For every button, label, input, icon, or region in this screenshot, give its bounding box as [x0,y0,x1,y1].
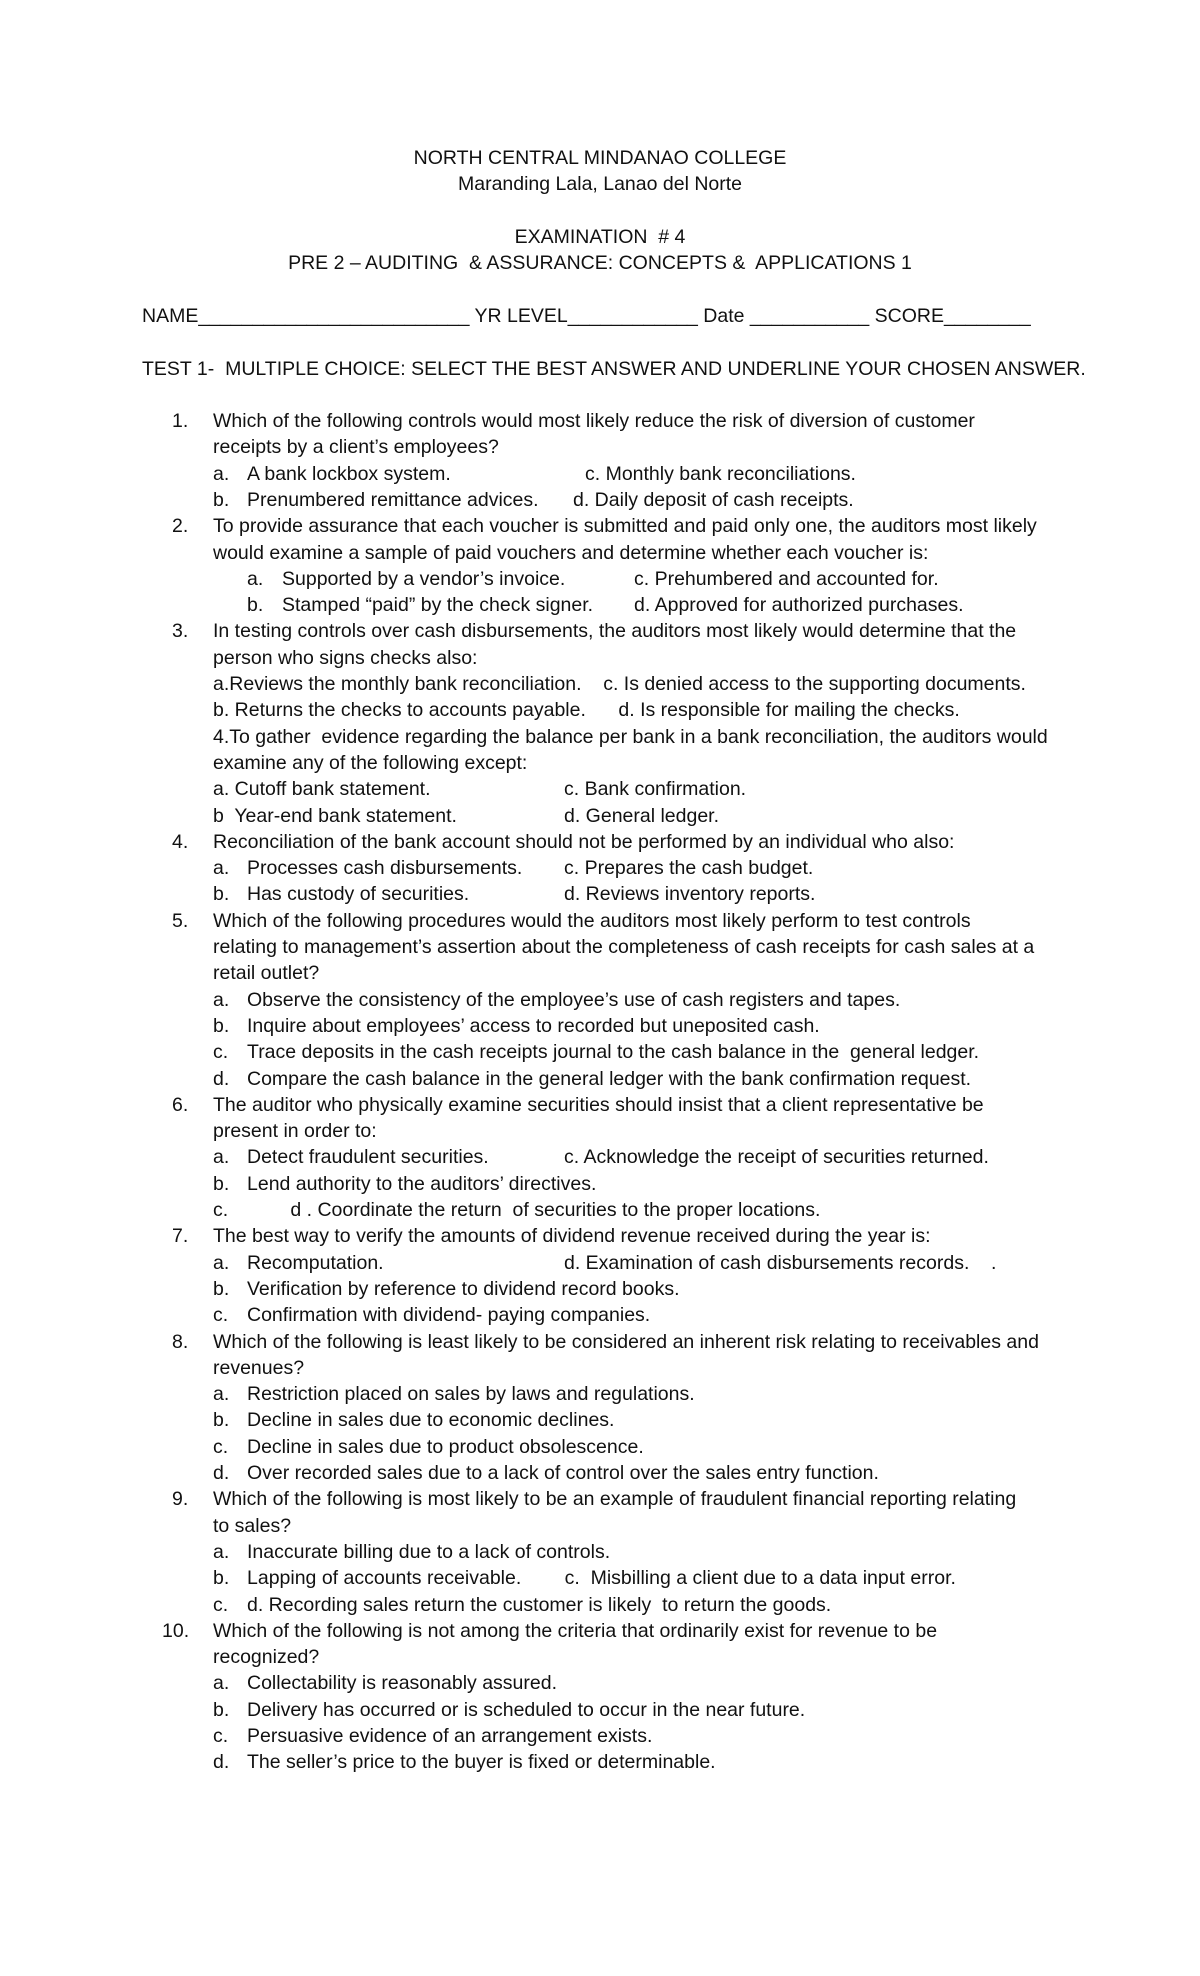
choice-text: Over recorded sales due to a lack of control over the sales entry function. [247,1462,879,1484]
question-text: Which of the following is least likely to be considered an inherent risk relating to receivables and [213,1330,1039,1353]
question-text: To provide assurance that each voucher is submitted and paid only one, the auditors most likely [213,515,1037,538]
choice-text: b Year-end bank statement. [213,804,457,827]
choice-letter: c. [213,1304,229,1327]
choice-text: Collectability is reasonably assured. [247,1672,557,1695]
choice-letter: d. [213,1462,230,1484]
choice-letter: c. [213,1199,229,1221]
question-text: Which of the following is not among the criteria that ordinarily exist for revenue to be [213,1619,938,1642]
choice-text: Confirmation with dividend- paying companies. [247,1304,651,1327]
choice-text: Decline in sales due to economic declines. [247,1409,615,1432]
choice-letter: a. [247,567,264,590]
question-text: Which of the following is most likely to be an example of fraudulent financial reporting relating [213,1488,1017,1511]
choice-letter: a. [213,1672,230,1695]
question-text: person who signs checks also: [213,646,478,669]
choice-text: Trace deposits in the cash receipts journal to the cash balance in the general ledger. [247,1041,980,1064]
choice-text-second: c. Monthly bank reconciliations. [585,462,856,485]
choice-text: a.Reviews the monthly bank reconciliation. c. Is denied access to the supporting documents. [213,673,1026,695]
choice-letter: b. [213,488,230,511]
question-text: present in order to: [213,1120,377,1143]
choice-letter: c. [213,1725,229,1747]
choice-letter: b. [213,1014,230,1037]
question-text: The best way to verify the amounts of dividend revenue received during the year is: [213,1225,931,1248]
question-text: relating to management’s assertion about the completeness of cash receipts for cash sales at a [213,936,1035,958]
question-number: 1. [172,410,189,432]
question-number: 7. [172,1225,189,1248]
choice-text: Observe the consistency of the employee’s use of cash registers and tapes. [247,988,901,1011]
choice-text: Verification by reference to dividend record books. [247,1277,680,1300]
choice-letter: b. [247,594,264,617]
choice-letter: b. [213,1409,230,1432]
choice-letter: a. [213,462,230,485]
choice-text: Stamped “paid” by the check signer. [282,594,594,617]
choice-text-second: d. Daily deposit of cash receipts. [573,488,854,511]
question-number: 9. [172,1488,189,1511]
choice-text: Detect fraudulent securities. [247,1146,489,1169]
choice-text: d. Recording sales return the customer is likely to return the goods. [247,1593,832,1616]
choice-text: Delivery has occurred or is scheduled to occur in the near future. [247,1698,806,1721]
choice-text: Restriction placed on sales by laws and regulations. [247,1383,695,1406]
choice-text: Recomputation. [247,1251,384,1274]
question-text: 4.To gather evidence regarding the balance per bank in a bank reconciliation, the auditors would [213,725,1048,748]
choice-text: b. Returns the checks to accounts payable. d. Is responsible for mailing the checks. [213,699,960,722]
question-number: 4. [172,830,189,853]
choice-text-second: c. Prehumbered and accounted for. [634,567,939,590]
question-number: 5. [172,909,189,932]
test-instructions: TEST 1- MULTIPLE CHOICE: SELECT THE BEST ANSWER AND UNDERLINE YOUR CHOSEN ANSWER. [142,358,1086,380]
choice-letter: b. [213,1698,230,1721]
choice-letter: c. [213,1593,229,1616]
question-text: revenues? [213,1356,305,1379]
choice-letter: a. [213,1251,230,1274]
choice-text-second: d. General ledger. [564,804,720,827]
choice-text: Prenumbered remittance advices. [247,488,539,511]
choice-letter: b. [213,1172,230,1195]
choice-text: Processes cash disbursements. [247,857,523,880]
institution-name: NORTH CENTRAL MINDANAO COLLEGE [413,147,787,169]
question-text: would examine a sample of paid vouchers and determine whether each voucher is: [213,541,929,564]
choice-text: The seller’s price to the buyer is fixed or determinable. [247,1751,716,1774]
choice-text-second: c. Prepares the cash budget. [564,857,814,880]
question-text: examine any of the following except: [213,751,528,774]
choice-letter: c. [213,1435,229,1458]
choice-letter: a. [213,1540,230,1563]
question-text: Reconciliation of the bank account should not be performed by an individual who also: [213,830,955,853]
choice-letter: b. [213,883,230,906]
question-number: 10. [162,1619,190,1642]
question-text: Which of the following procedures would the auditors most likely perform to test controls [213,909,971,932]
choice-text: Persuasive evidence of an arrangement exists. [247,1725,653,1747]
choice-text-second: d. Reviews inventory reports. [564,883,816,906]
choice-letter: d. [213,1067,230,1090]
choice-text: Lapping of accounts receivable. c. Misbilling a client due to a data input error. [247,1567,956,1590]
institution-location: Maranding Lala, Lanao del Norte [457,173,743,195]
subject-title: PRE 2 – AUDITING & ASSURANCE: CONCEPTS & APPLICATIONS 1 [288,252,912,274]
choice-text: Decline in sales due to product obsolescence. [247,1435,644,1458]
choice-text: Compare the cash balance in the general ledger with the bank confirmation request. [247,1067,972,1090]
question-number: 6. [172,1093,189,1116]
choice-text-second: c. Bank confirmation. [564,778,747,801]
choice-text-second: c. Acknowledge the receipt of securities returned. [564,1146,989,1169]
question-text: retail outlet? [213,962,320,985]
choice-text: Has custody of securities. [247,883,470,906]
choice-letter: b. [213,1277,230,1300]
choice-text: Inaccurate billing due to a lack of controls. [247,1540,611,1563]
choice-letter: c. [213,1041,229,1064]
exam-title: EXAMINATION # 4 [514,226,686,248]
choice-letter: a. [213,1146,230,1169]
choice-text: d . Coordinate the return of securities to the proper locations. [247,1199,821,1221]
choice-letter: a. [213,1383,230,1406]
choice-letter: a. [213,988,230,1011]
choice-text: Supported by a vendor’s invoice. [282,567,566,590]
choice-text-second: d. Examination of cash disbursements records. . [564,1251,997,1274]
choice-letter: d. [213,1751,230,1774]
choice-text: a. Cutoff bank statement. [213,778,431,801]
choice-text-second: d. Approved for authorized purchases. [634,594,964,617]
question-text: In testing controls over cash disbursements, the auditors most likely would determine that the [213,620,1017,643]
student-info-fields: NAME_________________________ YR LEVEL____________ Date ___________ SCORE________ [142,305,1031,327]
question-text: Which of the following controls would most likely reduce the risk of diversion of customer [213,410,975,432]
question-number: 2. [172,515,189,538]
question-text: receipts by a client’s employees? [213,436,499,459]
choice-text: A bank lockbox system. [247,462,451,485]
question-number: 8. [172,1330,189,1353]
question-text: The auditor who physically examine securities should insist that a client representative be [213,1093,984,1116]
question-text: to sales? [213,1514,292,1537]
choice-text: Lend authority to the auditors’ directives. [247,1172,597,1195]
choice-letter: b. [213,1567,230,1590]
choice-text: Inquire about employees’ access to recorded but uneposited cash. [247,1014,820,1037]
question-text: recognized? [213,1646,320,1669]
question-number: 3. [172,620,189,643]
choice-letter: a. [213,857,230,880]
